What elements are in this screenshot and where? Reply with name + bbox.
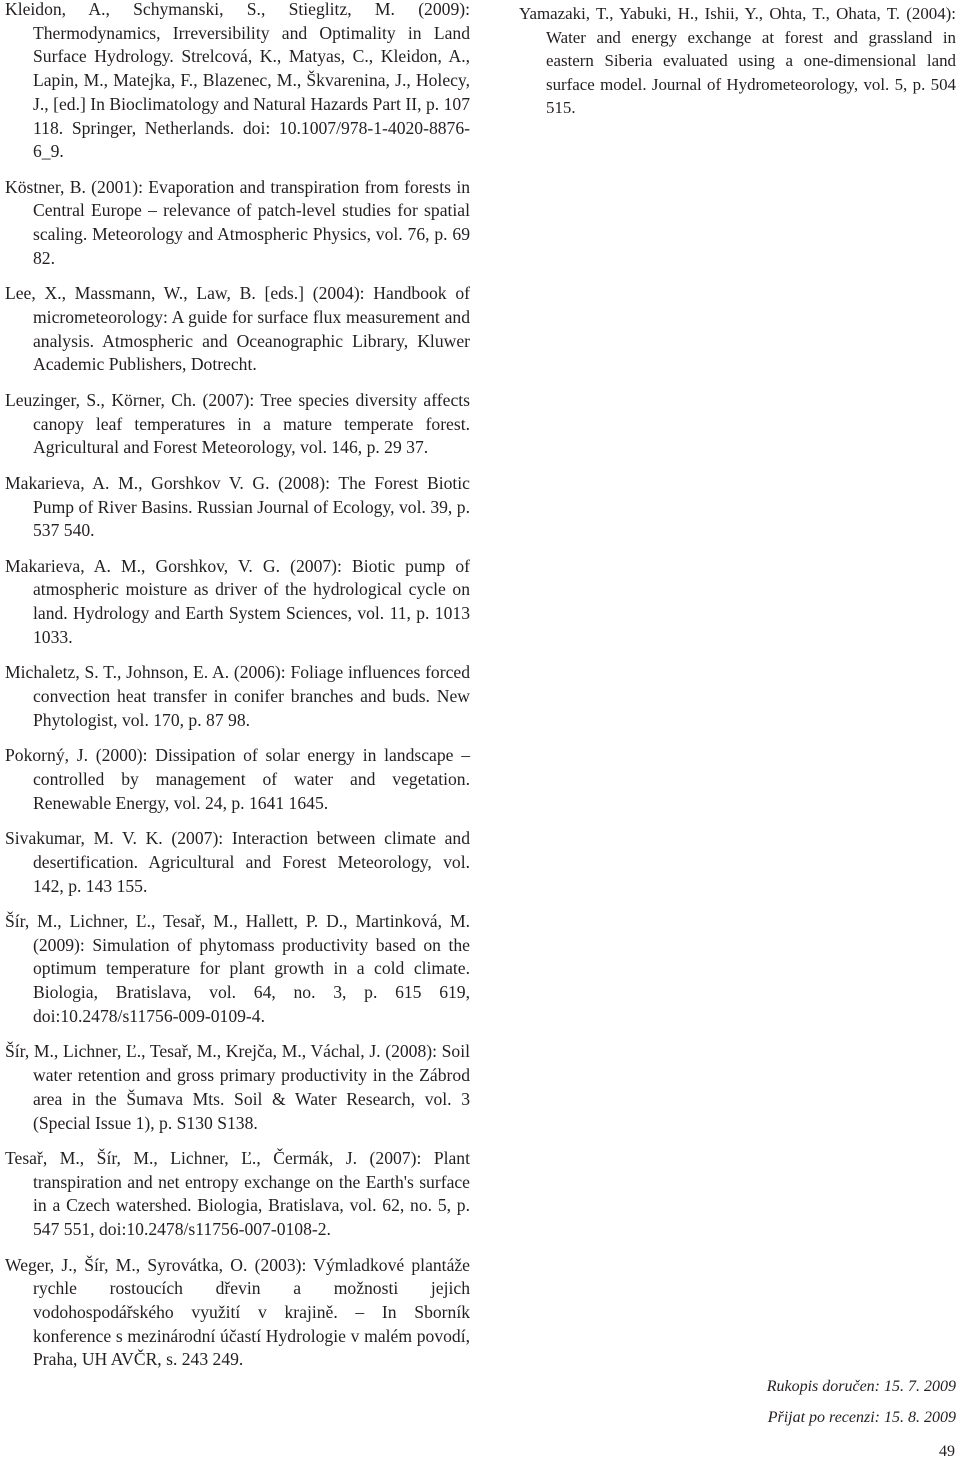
reference-entry: Yamazaki, T., Yabuki, H., Ishii, Y., Ohta, T., Ohata, T. (2004): Water and energy exchange at forest and grassland in eastern Siberia evaluated using a one-dimensional land surface model. Journal of Hydrometeorology, vol. 5, p. 504 515. (519, 4, 956, 117)
references-left-column (5, 0, 470, 1384)
reference-entry: Makarieva, A. M., Gorshkov V. G. (2008): The Forest Biotic Pump of River Basins. Russian Journal of Ecology, vol. 39, p. 537 540. (5, 472, 470, 541)
page-number: 49 (939, 1443, 955, 1460)
reference-entry: Makarieva, A. M., Gorshkov, V. G. (2007): Biotic pump of atmospheric moisture as driver of the hydrological cycle on land. Hydrology and Earth System Sciences, vol. 11, p. 1013 1033. (5, 555, 470, 647)
reference-entry: Weger, J., Šír, M., Syrovátka, O. (2003): Výmladkové plantáže rychle rostoucích dřevin a možnosti jejich vodohospodářského využití v krajině. – In Sborník konference s mezinárodní účastí Hydrologie v malém povodí, Praha, UH AVČR, s. 243 249. (5, 1254, 470, 1370)
manuscript-received-date: Rukopis doručen: 15. 7. 2009 (766, 1378, 956, 1395)
reference-entry: Michaletz, S. T., Johnson, E. A. (2006): Foliage influences forced convection heat transfer in conifer branches and buds. New Phytologist, vol. 170, p. 87 98. (5, 662, 470, 730)
manuscript-accepted-date: Přijat po recenzi: 15. 8. 2009 (767, 1409, 956, 1426)
references-right-column (519, 2, 956, 120)
reference-entry: Sivakumar, M. V. K. (2007): Interaction between climate and desertification. Agricultural and Forest Meteorology, vol. 142, p. 143 155. (5, 828, 470, 896)
reference-entry: Leuzinger, S., Körner, Ch. (2007): Tree species diversity affects canopy leaf temperatures in a mature temperate forest. Agricultural and Forest Meteorology, vol. 146, p. 29 37. (5, 389, 470, 458)
reference-entry: Köstner, B. (2001): Evaporation and transpiration from forests in Central Europe – relevance of patch-level studies for spatial scaling. Meteorology and Atmospheric Physics, vol. 76, p. 69 82. (5, 176, 470, 268)
reference-entry: Šír, M., Lichner, Ľ., Tesař, M., Hallett, P. D., Martinková, M. (2009): Simulation of phytomass productivity based on the optimum temperature for plant growth in a cold climate. Biologia, Bratislava, vol. 64, no. 3, p. 615 619, doi:10.2478/s11756-009-0109-4. (5, 911, 470, 1026)
reference-entry: Kleidon, A., Schymanski, S., Stieglitz, M. (2009): Thermodynamics, Irreversibility and Optimality in Land Surface Hydrology. Strelcová, K., Matyas, C., Kleidon, A., Lapin, M., Matejka, F., Blazenec, M., Škvarenina, J., Holecy, J., [ed.] In Bioclimatology and Natural Hazards Part II, p. 107 118. Springer, Netherlands. doi: 10.1007/978-1-4020-8876-6_9. (5, 0, 470, 162)
reference-entry: Šír, M., Lichner, Ľ., Tesař, M., Krejča, M., Váchal, J. (2008): Soil water retention and gross primary productivity in the Zábrod area in the Šumava Mts. Soil & Water Research, vol. 3 (Special Issue 1), p. S130 S138. (5, 1041, 470, 1133)
reference-entry: Pokorný, J. (2000): Dissipation of solar energy in landscape – controlled by management of water and vegetation. Renewable Energy, vol. 24, p. 1641 1645. (5, 745, 470, 813)
reference-entry: Tesař, M., Šír, M., Lichner, Ľ., Čermák, J. (2007): Plant transpiration and net entropy exchange on the Earth's surface in a Czech watershed. Biologia, Bratislava, vol. 62, no. 5, p. 547 551, doi:10.2478/s11756-007-0108-2. (5, 1148, 470, 1240)
reference-entry: Lee, X., Massmann, W., Law, B. [eds.] (2004): Handbook of micrometeorology: A guide for surface flux measurement and analysis. Atmospheric and Oceanographic Library, Kluwer Academic Publishers, Dotrecht. (5, 283, 470, 375)
